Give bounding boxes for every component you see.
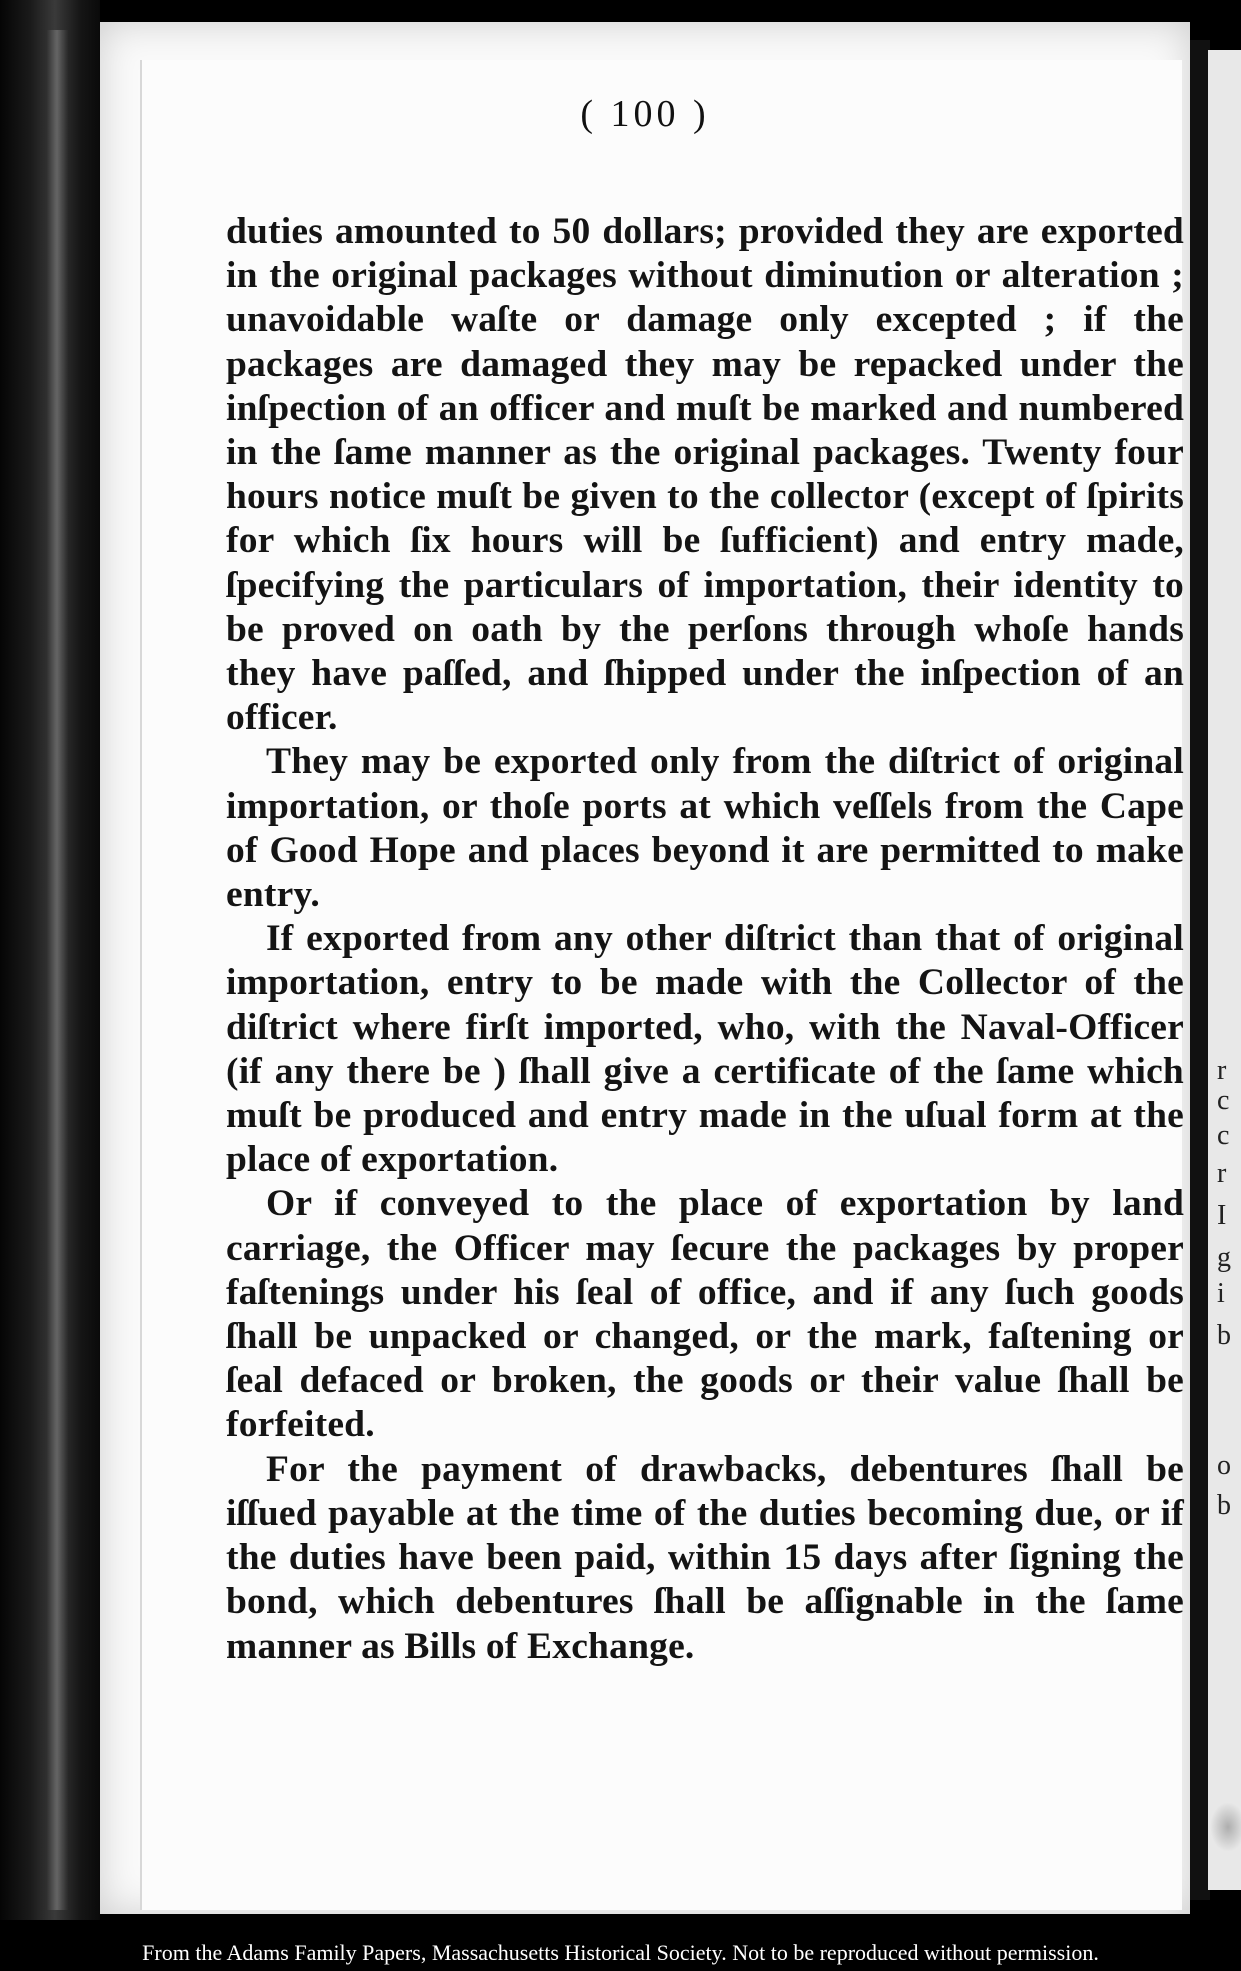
page-text [226,210,1184,1669]
facing-page-letter: r [1217,1055,1227,1086]
facing-page-fragment [1208,50,1241,1890]
paragraph: They may be exported only from the diſtrict of original importation, or thoſe ports at which veſſels from the Cape of Good Hope and places beyond it are permitted to make entry. [226,741,1184,916]
facing-page-letter: I [1217,1200,1227,1231]
facing-page-letter: r [1217,1158,1227,1189]
facing-page-letter: b [1217,1490,1231,1521]
paragraph: duties amounted to 50 dollars; provided they are exported in the original packages without diminution or alteration ; unavoidable waſte or damage only excepted ; if the packages are damaged they may be repacked under the inſpection of an officer and muſt be marked and numbered in the ſame manner as the original packages. Twenty four hours notice muſt be given to the collector (except of ſpirits for which ſix hours will be ſufficient) and entry made, ſpecifying the particulars of importation, their identity to be proved on oath by the perſons through whoſe hands they have paſſed, and ſhipped under the inſpection of an officer. [226,211,1184,739]
facing-page-letter: c [1217,1085,1230,1116]
facing-page-letter: i [1217,1278,1225,1309]
book-binding [0,0,100,1920]
paragraph: If exported from any other diſtrict than that of original importation, entry to be made with the Collector of the diſtrict where firſt imported, who, with the Naval-Officer (if any there be ) ſhall give a certificate of the ſame which muſt be produced and entry made in the uſual form at the place of exportation. [226,918,1184,1181]
facing-page-letter: b [1217,1320,1231,1351]
facing-page-letter: g [1217,1242,1231,1273]
book-page [100,22,1190,1914]
ink-smudge [1210,1802,1241,1852]
facing-page-letter: o [1217,1450,1231,1481]
page-number: ( 100 ) [580,93,710,135]
credit-line: From the Adams Family Papers, Massachusetts Historical Society. Not to be reproduced without permission. [142,1940,1099,1965]
paragraph: For the payment of drawbacks, debentures ſhall be iſſued payable at the time of the duties becoming due, or if the duties have been paid, within 15 days after ſigning the bond, which debentures ſhall be aſſignable in the ſame manner as Bills of Exchange. [226,1448,1184,1667]
facing-page-letter: c [1217,1120,1230,1151]
binding-edge [46,30,68,1910]
page-gutter [1190,40,1210,1900]
paragraph: Or if conveyed to the place of exportation by land carriage, the Officer may ſecure the packages by proper faſtenings under his ſeal of office, and if any ſuch goods ſhall be unpacked or changed, or the mark, faſtening or ſeal defaced or broken, the goods or their value ſhall be forfeited. [226,1183,1184,1446]
